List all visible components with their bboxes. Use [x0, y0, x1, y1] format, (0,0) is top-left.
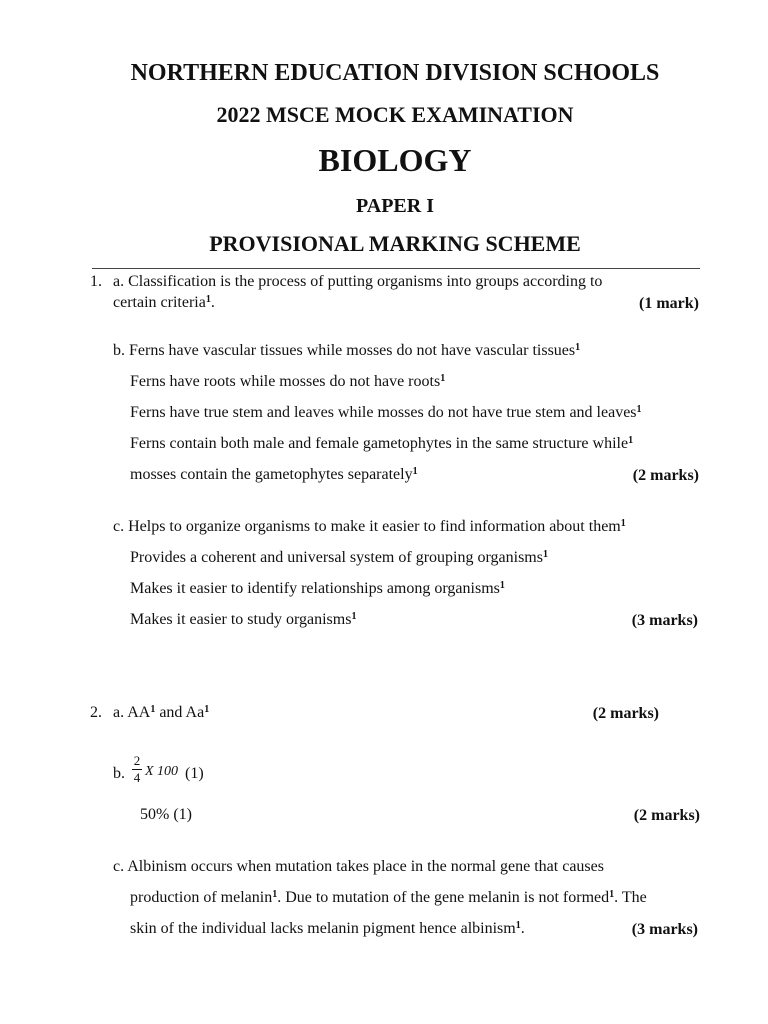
- mark-sup: 1: [636, 404, 642, 415]
- q1b-text-4: Ferns contain both male and female gametophytes in the same structure while: [130, 435, 629, 452]
- q1b-text-2: Ferns have roots while mosses do not have roots: [130, 373, 441, 390]
- q1a-text: certain criteria: [113, 294, 206, 311]
- mark-sup: 1: [204, 704, 210, 715]
- q1c-text-4: Makes it easier to study organisms: [130, 611, 352, 628]
- q2c-line2: [130, 888, 647, 908]
- mark-sup: 1: [150, 704, 156, 715]
- q2c-text-2c: . The: [614, 889, 647, 906]
- scheme-title: PROVISIONAL MARKING SCHEME: [209, 231, 581, 256]
- q2c-text-2b: . Due to mutation of the gene melanin is not formed: [277, 889, 610, 906]
- q1c-text-3: Makes it easier to identify relationships among organisms: [130, 580, 500, 597]
- school-title: NORTHERN EDUCATION DIVISION SCHOOLS: [130, 60, 660, 86]
- mark-sup: 1: [351, 611, 357, 622]
- q1a-line2: [113, 293, 215, 313]
- q1b-text-3: Ferns have true stem and leaves while mosses do not have true stem and leaves: [130, 404, 637, 421]
- paper-title: PAPER I: [356, 195, 434, 217]
- q1c-marks: (3 marks): [631, 612, 698, 629]
- q1b-line1: [113, 341, 580, 361]
- q1c-text-1: c. Helps to organize organisms to make it easier to find information about them: [113, 518, 621, 535]
- mark-sup: 1: [542, 549, 548, 560]
- q1c-line3: [130, 579, 505, 599]
- q2c-line3: [130, 919, 525, 939]
- q2b-expression-mark: (1): [185, 765, 204, 782]
- header-divider: [92, 268, 700, 269]
- mark-sup: 1: [575, 342, 581, 353]
- mark-sup: 1: [440, 373, 446, 384]
- q2b-label: b.: [113, 765, 125, 782]
- fraction-two-quarters: [132, 754, 142, 785]
- q1b-text-1: b. Ferns have vascular tissues while mosses do not have vascular tissues: [113, 342, 576, 359]
- mark-sup: 1: [205, 294, 211, 305]
- q2c-text-3b: .: [520, 920, 525, 937]
- mark-sup: 1: [272, 889, 278, 900]
- q2a-text-2: and Aa: [155, 704, 205, 721]
- mark-sup: 1: [499, 580, 505, 591]
- exam-title: 2022 MSCE MOCK EXAMINATION: [216, 102, 574, 127]
- q1c-line2: [130, 548, 548, 568]
- q2a-text-1: a. AA: [113, 704, 151, 721]
- q1-number: 1.: [90, 273, 102, 290]
- subject-title: BIOLOGY: [318, 142, 472, 178]
- fraction-denominator: 4: [133, 770, 141, 785]
- mark-sup: 1: [628, 435, 634, 446]
- q1c-line1: [113, 517, 626, 537]
- q1a-line1: a. Classification is the process of putting organisms into groups according to: [113, 273, 603, 290]
- q1a-marks: (1 mark): [639, 295, 699, 312]
- q1b-line3: [130, 403, 642, 423]
- q1b-marks: (2 marks): [632, 467, 699, 484]
- q2a-line: [113, 703, 209, 723]
- q2b-result: 50% (1): [140, 806, 192, 823]
- q2a-marks: (2 marks): [592, 705, 659, 722]
- q2c-line1: c. Albinism occurs when mutation takes place in the normal gene that causes: [113, 858, 604, 875]
- q2b-marks: (2 marks): [633, 807, 700, 824]
- q2c-text-3a: skin of the individual lacks melanin pigment hence albinism: [130, 920, 516, 937]
- q2-number: 2.: [90, 704, 102, 721]
- fraction-numerator: 2: [133, 753, 141, 768]
- mark-sup: 1: [609, 889, 615, 900]
- q2c-text-2a: production of melanin: [130, 889, 273, 906]
- mark-sup: 1: [515, 920, 521, 931]
- q2b-expression: X 100: [145, 764, 179, 779]
- q1a-end: .: [210, 294, 215, 311]
- q1b-line5: [130, 465, 418, 485]
- q1b-line4: [130, 434, 633, 454]
- q2c-marks: (3 marks): [631, 921, 698, 938]
- q1b-line2: [130, 372, 445, 392]
- mark-sup: 1: [412, 466, 418, 477]
- q1b-text-5: mosses contain the gametophytes separately: [130, 466, 413, 483]
- mark-sup: 1: [620, 518, 626, 529]
- q1c-line4: [130, 610, 356, 630]
- q1c-text-2: Provides a coherent and universal system of grouping organisms: [130, 549, 543, 566]
